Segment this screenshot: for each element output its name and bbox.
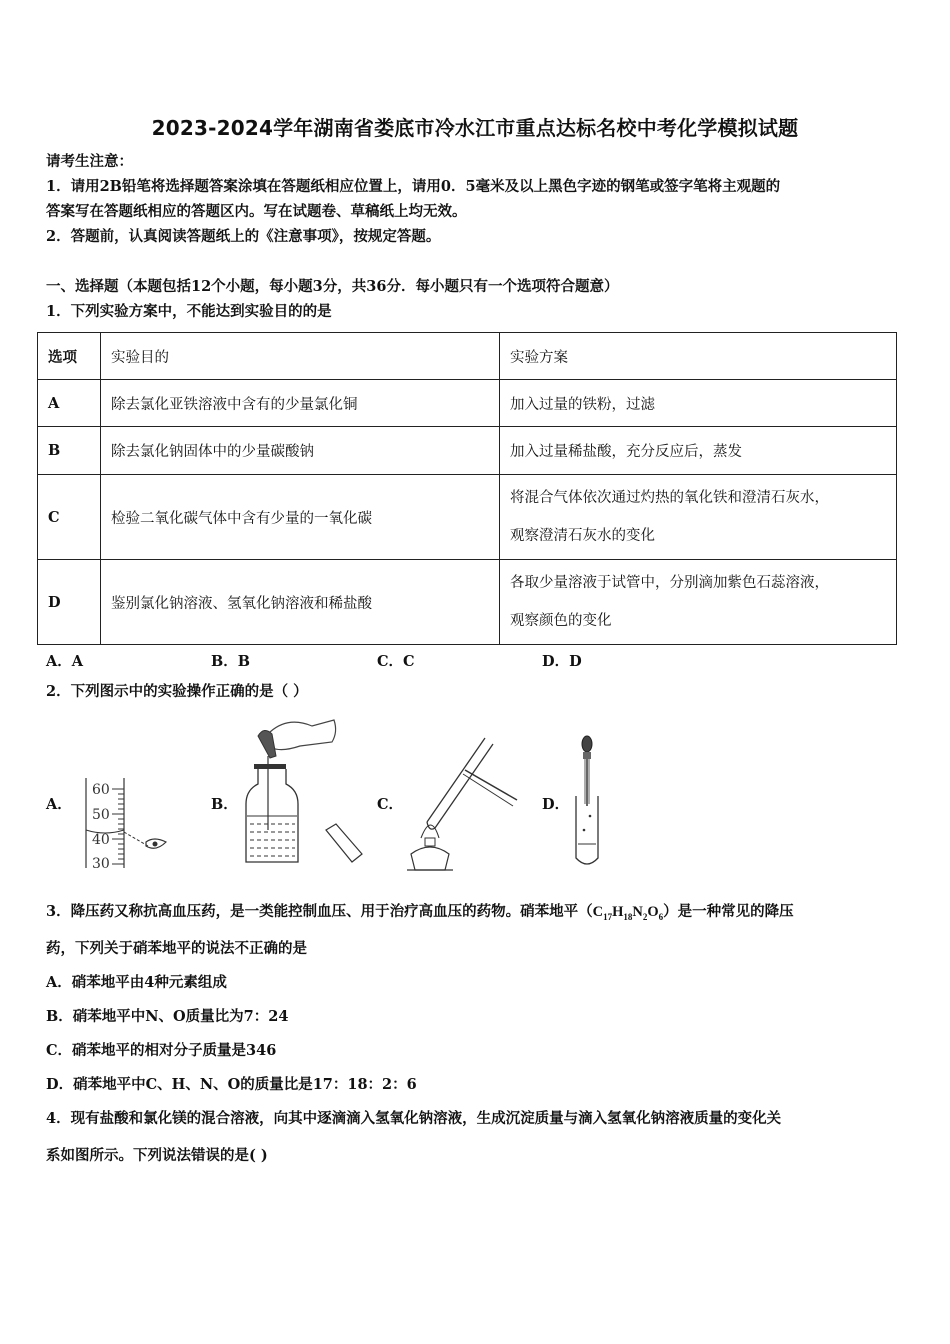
question-1-stem: 1．下列实验方案中，不能达到实验目的的是 (46, 303, 332, 320)
row-option: B (38, 427, 101, 475)
row-plan: 加入过量的铁粉，过滤 (500, 380, 897, 427)
q3-option-a: A．硝苯地平由4种元素组成 (46, 974, 227, 991)
alcohol-lamp-icon (411, 847, 449, 870)
table-header-row (38, 333, 897, 380)
q1-choice-d: D．D (542, 653, 582, 670)
q2-label-d: D． (542, 796, 570, 813)
q2-label-a: A． (46, 796, 72, 813)
q3-stem-pre: 3．降压药又称抗高血压药，是一类能控制血压、用于治疗高血压的药物。硝苯地平（ (46, 903, 593, 920)
row-option: D (38, 560, 101, 645)
q2-label-b: B． (211, 796, 238, 813)
formula-o: O (647, 904, 659, 920)
test-tube-icon (576, 796, 598, 864)
q2-label-c: C． (377, 796, 404, 813)
question-4-stem-line-1: 4．现有盐酸和氯化镁的混合溶液，向其中逐滴滴入氢氧化钠溶液，生成沉淀质量与滴入氢氧化钠溶液质量的变化关 (46, 1110, 782, 1127)
q1-choice-b: B．B (211, 653, 251, 670)
tick-label-30: 30 (92, 856, 110, 872)
row-plan-line-2: 观察澄清石灰水的变化 (510, 528, 655, 544)
row-option: C (38, 475, 101, 560)
question-2-stem: 2．下列图示中的实验操作正确的是（ ） (46, 683, 308, 700)
header-plan: 实验方案 (500, 333, 897, 380)
tick-label-50: 50 (92, 807, 110, 823)
q1-choice-a: A．A (46, 653, 84, 670)
formula-n-sub: 2 (642, 911, 648, 922)
q3-stem-post: ）是一种常见的降压 (663, 903, 794, 920)
row-goal: 检验二氧化碳气体中含有少量的一氧化碳 (101, 475, 500, 560)
page-title: 2023-2024学年湖南省娄底市冷水江市重点达标名校中考化学模拟试题 (151, 116, 799, 140)
formula-c: C (592, 904, 604, 920)
row-goal: 除去氯化钠固体中的少量碳酸钠 (101, 427, 500, 475)
q3-formula (593, 904, 664, 920)
pouring-liquid-figure (240, 712, 370, 872)
notice-heading: 请考生注意： (46, 153, 133, 170)
row-plan (500, 560, 897, 645)
formula-c-sub: 17 (603, 911, 613, 922)
table-row (38, 475, 897, 560)
formula-o-sub: 6 (658, 911, 664, 922)
row-plan-line-1: 各取少量溶液于试管中，分别滴加紫色石蕊溶液， (510, 575, 829, 591)
row-goal: 鉴别氯化钠溶液、氢氧化钠溶液和稀盐酸 (101, 560, 500, 645)
hand-icon (270, 720, 336, 750)
tick-label-60: 60 (92, 782, 110, 798)
notice-line-1b: 答案写在答题纸相应的答题区内。写在试题卷、草稿纸上均无效。 (46, 203, 467, 220)
stopper-icon (326, 824, 362, 862)
tick-label-40: 40 (92, 832, 110, 848)
question-4-stem-line-2: 系如图所示。下列说法错误的是( ) (46, 1147, 268, 1164)
row-plan: 加入过量稀盐酸，充分反应后，蒸发 (500, 427, 897, 475)
graduated-cylinder-figure (80, 772, 175, 872)
row-plan-line-1: 将混合气体依次通过灼热的氧化铁和澄清石灰水， (510, 490, 829, 506)
row-plan (500, 475, 897, 560)
q3-option-d: D．硝苯地平中C、H、N、O的质量比是17：18：2：6 (46, 1076, 417, 1093)
dropper-figure (572, 734, 612, 872)
dropper-bulb-icon (582, 736, 592, 752)
table-row (38, 380, 897, 427)
q1-choice-c: C．C (377, 653, 415, 670)
row-plan-line-2: 观察颜色的变化 (510, 613, 612, 629)
formula-h: H (612, 904, 624, 920)
header-option: 选项 (38, 333, 101, 380)
q3-option-b: B．硝苯地平中N、O质量比为7：24 (46, 1008, 289, 1025)
header-goal: 实验目的 (101, 333, 500, 380)
table-row (38, 427, 897, 475)
formula-n: N (632, 904, 643, 920)
table-row (38, 560, 897, 645)
row-goal: 除去氯化亚铁溶液中含有的少量氯化铜 (101, 380, 500, 427)
notice-line-1: 1．请用2B铅笔将选择题答案涂填在答题纸相应位置上，请用0．5毫米及以上黑色字迹的钢笔或签字笔将主观题的 (46, 178, 781, 195)
notice-line-2: 2．答题前，认真阅读答题纸上的《注意事项》，按规定答题。 (46, 228, 441, 245)
experiment-table (37, 332, 897, 645)
question-3-stem-line-2: 药，下列关于硝苯地平的说法不正确的是 (46, 940, 307, 957)
heating-test-tube-figure (405, 730, 525, 880)
section-heading: 一、选择题（本题包括12个小题，每小题3分，共36分．每小题只有一个选项符合题意） (46, 278, 619, 295)
q3-option-c: C．硝苯地平的相对分子质量是346 (46, 1042, 277, 1059)
row-option: A (38, 380, 101, 427)
formula-h-sub: 18 (623, 911, 633, 922)
test-tube-holder (465, 770, 517, 800)
question-3-stem-line-1 (46, 902, 794, 927)
